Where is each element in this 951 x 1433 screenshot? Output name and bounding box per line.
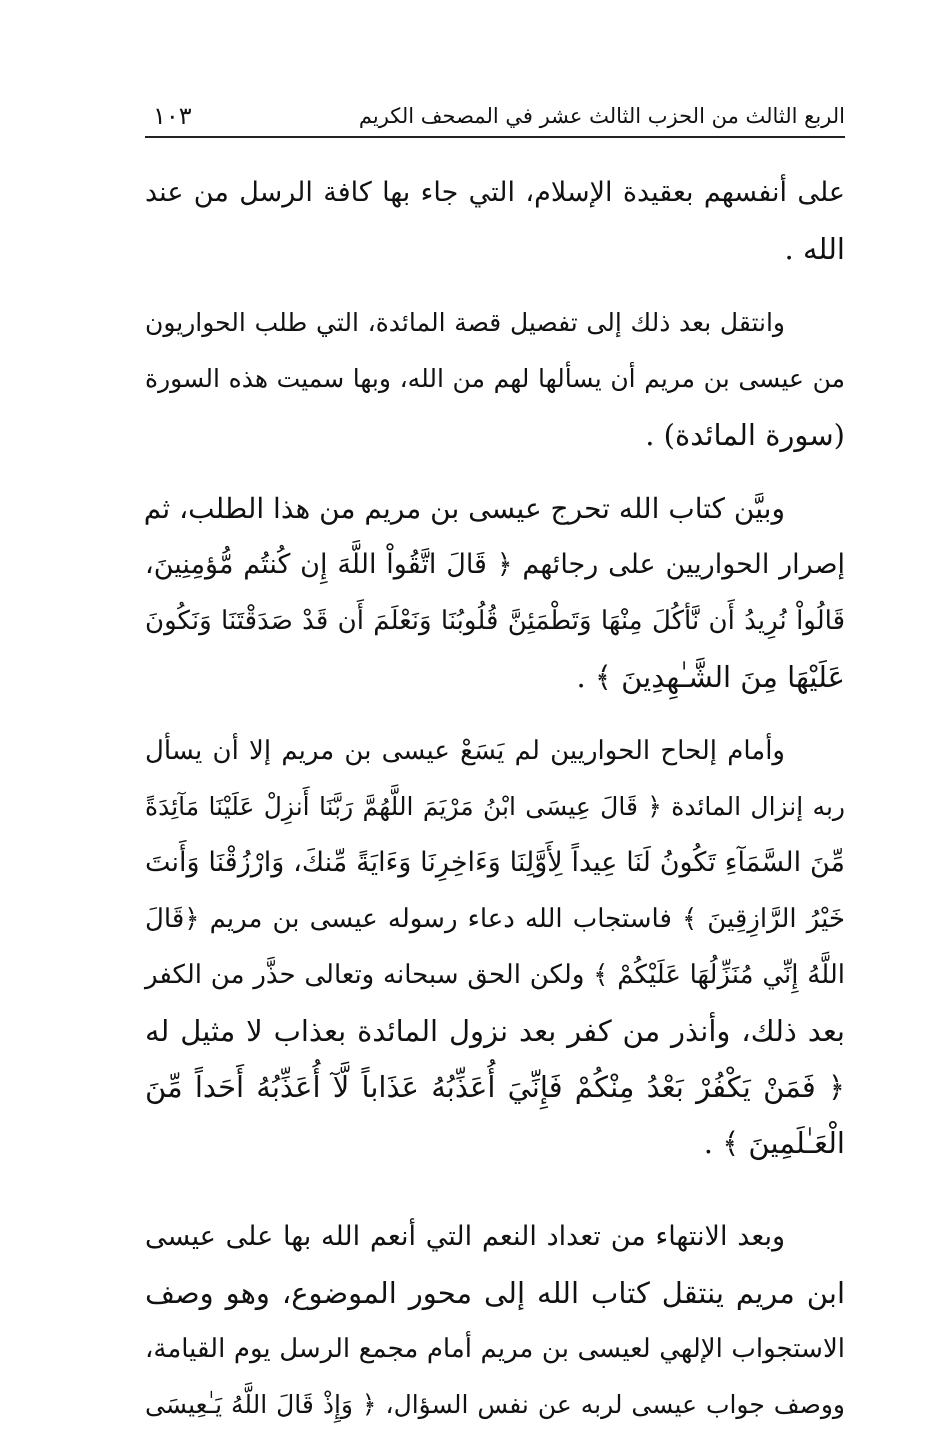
page-number: ١٠٣ — [153, 102, 192, 130]
paragraph-1 — [145, 165, 845, 277]
text-line: بعد ذلك، وأنذر من كفر بعد نزول المائدة بعذاب لا مثيل له — [145, 1014, 845, 1048]
text-line: من عيسى بن مريم أن يسألها لهم من الله، وبها سميت هذه السورة — [145, 364, 845, 393]
text-line: ربه إنزال المائدة ﴿ قَالَ عِيسَى ابْنُ مَرْيَمَ اللَّهُمَّ رَبَّنَا أَنزِلْ عَلَيْنَا مَآئِدَةً — [145, 792, 845, 821]
text-line: عَلَيْهَا مِنَ الشَّـٰهِدِينَ ﴾ . — [576, 660, 845, 694]
paragraph-5 — [145, 1209, 845, 1433]
text-line: على أنفسهم بعقيدة الإسلام، التي جاء بها كافة الرسل من عند — [145, 177, 845, 208]
header-title: الربع الثالث من الحزب الثالث عشر في المصحف الكريم — [358, 104, 845, 128]
text-line: اللَّهُ إِنِّي مُنَزِّلُهَا عَلَيْكُمْ ﴾ ولكن الحق سبحانه وتعالى حذَّر من الكفر — [145, 960, 845, 990]
paragraph-4 — [145, 723, 845, 1171]
page-body — [145, 165, 845, 1433]
text-line: وأمام إلحاح الحواريين لم يَسَعْ عيسى بن مريم إلا أن يسأل — [145, 736, 785, 766]
text-line: (سورة المائدة) . — [645, 418, 845, 452]
text-line: إصرار الحواريين على رجائهم ﴿ قَالَ اتَّقُواْ اللَّهَ إِن كُنتُم مُّؤمِنِينَ، — [145, 549, 845, 580]
text-line: وبعد الانتهاء من تعداد النعم التي أنعم الله بها على عيسى — [145, 1221, 785, 1252]
running-header — [145, 100, 845, 138]
text-line: وبيَّن كتاب الله تحرج عيسى بن مريم من هذا الطلب، ثم — [143, 492, 785, 525]
text-line: الله . — [784, 232, 845, 266]
text-line: وانتقل بعد ذلك إلى تفصيل قصة المائدة، التي طلب الحواريون — [145, 308, 785, 337]
text-line: خَيْرُ الرَّازِقِينَ ﴾ فاستجاب الله دعاء رسوله عيسى بن مريم ﴿قَالَ — [145, 904, 845, 934]
paragraph-3 — [145, 481, 845, 705]
text-line: ابن مريم ينتقل كتاب الله إلى محور الموضوع، وهو وصف — [145, 1276, 845, 1310]
text-line: مِّنَ السَّمَآءِ تَكُونُ لَنَا عِيداً لِأَوَّلِنَا وَءَاخِرِنَا وَءَايَةً مِّنكَ، وَارْزُقْنَا وَأَنتَ — [145, 847, 845, 878]
paragraph-2 — [145, 295, 845, 463]
text-line: الْعَـٰلَمِينَ ﴾ . — [703, 1126, 845, 1160]
text-line: الاستجواب الإلهي لعيسى بن مريم أمام مجمع الرسل يوم القيامة، — [145, 1334, 845, 1364]
text-line: ووصف جواب عيسى لربه عن نفس السؤال، ﴿ وَإِذْ قَالَ اللَّهُ يَـٰعِيسَى — [145, 1390, 845, 1419]
text-line: قَالُواْ نُرِيدُ أَن نَّأكُلَ مِنْهَا وَتَطْمَئِنَّ قُلُوبُنَا وَنَعْلَمَ أَن قَدْ صَدَقْتَنَا وَنَكُونَ — [145, 606, 845, 636]
text-line: ﴿ فَمَنْ يَكْفُرْ بَعْدُ مِنْكُمْ فَإِنِّيَ أُعَذِّبُهُ عَذَاباً لَّآ أُعَذِّبُهُ أَحَداً مِّنَ — [145, 1070, 845, 1104]
